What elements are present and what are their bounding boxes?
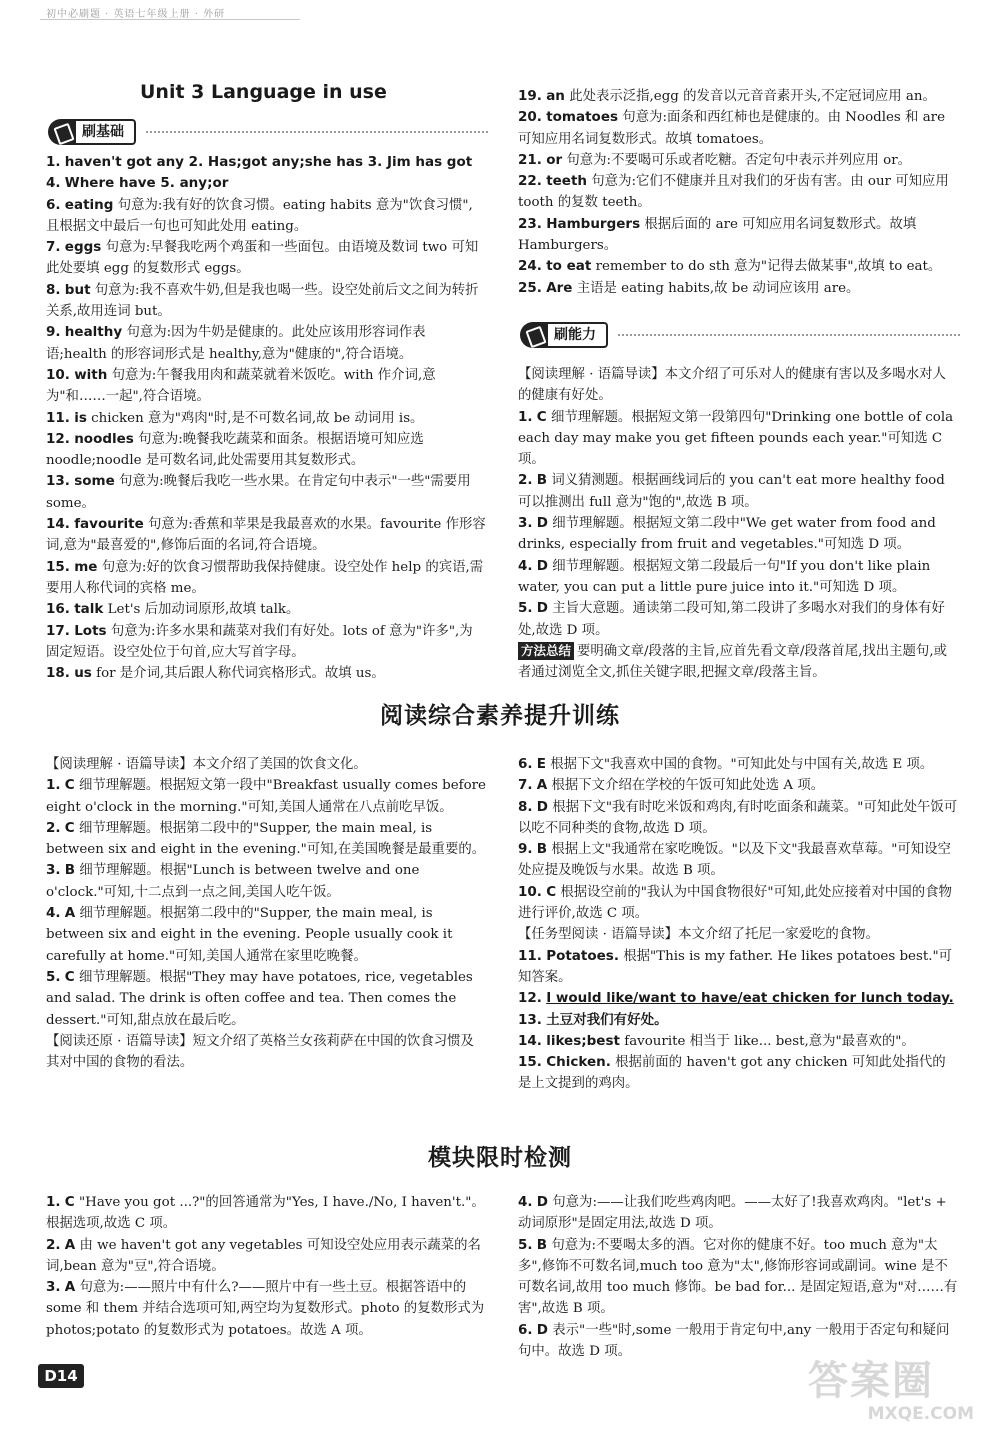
question-number: 8. xyxy=(46,281,61,298)
answer-item xyxy=(518,775,958,796)
answer-key: B xyxy=(536,472,548,489)
question-number: 4. xyxy=(46,175,61,192)
answer-key: D xyxy=(536,557,549,574)
question-number: 3. xyxy=(46,1279,61,1296)
method-tip-text: 要明确文章/段落的主旨,应首先看文章/段落首尾,找出主题句,或者通过浏览全文,抓住关键字眼,把握文章/段落主旨。 xyxy=(518,643,947,681)
explanation-text: 句意为:它们不健康并且对我们的牙齿有害。由 our 可知应用 tooth 的复数 teeth。 xyxy=(518,174,949,211)
question-number: 12. xyxy=(518,990,542,1007)
explanation-text: 词义猜测题。根据画线词后的 you can't eat more healthy food 可以推测出 full 意为"饱的",故选 B 项。 xyxy=(518,473,945,510)
answer-key: B xyxy=(536,841,548,858)
answer-item xyxy=(518,1010,958,1031)
question-number: 9. xyxy=(518,841,533,858)
reading-left xyxy=(46,754,486,1073)
explanation-text: 句意为:——照片中有什么?——照片中有一些土豆。根据答语中的 some 和 them 并结合选项可知,两空均为复数形式。photo 的复数形式为 photos;potato 的复数形式为 potatoes。故选 A 项。 xyxy=(46,1280,485,1338)
answer-key: B xyxy=(64,862,76,879)
answer-key: eating xyxy=(64,196,114,213)
question-number: 4. xyxy=(518,1194,533,1210)
answer-key: Lots xyxy=(74,622,107,639)
answer-item xyxy=(46,173,486,194)
answer-key: or xyxy=(546,151,563,168)
explanation-text: Let's 后加动词原形,故填 talk。 xyxy=(107,602,300,618)
answer-key: D xyxy=(536,1321,549,1338)
explanation-text: 句意为:面条和西红柿也是健康的。由 Noodles 和 are 可知应用名词复数形式。故填 tomatoes。 xyxy=(518,110,946,147)
answer-key: C xyxy=(64,777,75,794)
question-number: 8. xyxy=(518,798,533,815)
answer-key: 土豆对我们有好处。 xyxy=(546,1011,668,1028)
answer-item xyxy=(46,514,486,557)
question-number: 1. xyxy=(46,1194,61,1210)
question-number: 13. xyxy=(46,473,70,490)
answer-item xyxy=(518,513,958,556)
answer-item xyxy=(518,86,958,107)
question-number: 6. xyxy=(518,756,533,772)
explanation-text: 细节理解题。根据"They may have potatoes, rice, vegetables and salad. The drink is often coffee and tea. Then comes the dessert."可知,甜点放在最后吃。 xyxy=(46,969,473,1028)
badge-dotted-rule xyxy=(146,131,488,133)
pen-icon xyxy=(520,322,548,348)
answer-item xyxy=(46,1192,486,1235)
watermark-en: MXQE.COM xyxy=(867,1404,974,1424)
explanation-text: 句意为:我有好的饮食习惯。eating habits 意为"饮食习惯",且根据文中最后一句也可知此处用 eating。 xyxy=(46,197,473,234)
answer-key: some xyxy=(74,473,115,490)
question-number: 4. xyxy=(518,557,533,574)
explanation-text: 根据上文"我通常在家吃晚饭。"以及下文"我最喜欢草莓。"可知设空处应提及晚饭与水果。故选 B 项。 xyxy=(518,842,951,879)
question-number: 16. xyxy=(46,601,70,618)
answer-item xyxy=(46,408,486,429)
explanation-text: 主旨大意题。通读第二段可知,第二段讲了多喝水对我们的身体有好处,故选 D 项。 xyxy=(518,601,945,638)
answer-item xyxy=(46,903,486,967)
answer-item xyxy=(518,754,958,775)
question-number: 13. xyxy=(518,1011,542,1028)
answer-item xyxy=(518,556,958,599)
explanation-text: 根据前面的 haven't got any chicken 可知此处指代的是上文提到的鸡肉。 xyxy=(518,1055,946,1092)
answer-key: E xyxy=(536,756,547,772)
answer-key: B xyxy=(536,1236,548,1253)
watermark-logo xyxy=(808,1358,980,1430)
answer-item xyxy=(518,1031,958,1052)
answer-item xyxy=(46,818,486,861)
explanation-text: 表示"一些"时,some 一般用于肯定句中,any 一般用于否定句和疑问句中。故选 D 项。 xyxy=(518,1322,950,1360)
question-number: 7. xyxy=(46,239,61,256)
answer-item xyxy=(46,621,486,664)
answer-key: I would like/want to have/eat chicken for lunch today. xyxy=(546,990,954,1007)
question-number: 19. xyxy=(518,88,542,104)
explanation-text: 细节理解题。根据"Lunch is between twelve and one o'clock."可知,十二点到一点之间,美国人吃午饭。 xyxy=(46,863,420,900)
answer-key: to eat xyxy=(546,258,592,275)
ability-answers xyxy=(518,407,958,641)
answer-item xyxy=(46,152,486,173)
unit-title: Unit 3 Language in use xyxy=(140,81,387,103)
explanation-text: 根据下文"我有时吃米饭和鸡肉,有时吃面条和蔬菜。"可知此处午饭可以吃不同种类的食物,故选 D 项。 xyxy=(518,799,958,836)
answer-key: an xyxy=(546,88,565,104)
explanation-text: remember to do sth 意为"记得去做某事",故填 to eat。 xyxy=(595,259,942,275)
explanation-text: 主语是 eating habits,故 be 动词应该用 are。 xyxy=(576,280,860,296)
answer-item xyxy=(46,471,486,514)
answer-item xyxy=(518,150,958,171)
method-tip-label: 方法总结 xyxy=(518,642,574,660)
question-number: 10. xyxy=(518,883,542,900)
answer-item xyxy=(46,663,486,684)
answer-item xyxy=(518,797,958,840)
answer-key: A xyxy=(64,905,76,922)
question-number: 5. xyxy=(518,1236,533,1253)
method-tip xyxy=(518,641,958,684)
explanation-text: 句意为:香蕉和苹果是我最喜欢的水果。favourite 作形容词,意为"最喜爱的",修饰后面的名词,符合语境。 xyxy=(46,517,486,554)
section-title-module-test: 模块限时检测 xyxy=(428,1145,572,1171)
answer-item xyxy=(518,1235,958,1320)
header-rule xyxy=(40,19,300,20)
answer-item xyxy=(518,839,958,882)
explanation-text: 细节理解题。根据短文第一段中"Breakfast usually comes before eight o'clock in the morning."可知,美国人通常在八点前吃早饭。 xyxy=(46,778,486,815)
answer-item xyxy=(518,214,958,257)
question-number: 7. xyxy=(518,777,533,794)
badge-dotted-rule xyxy=(618,334,960,336)
explanation-text: 根据下文介绍在学校的午饭可知此处选 A 项。 xyxy=(551,778,825,794)
question-number: 10. xyxy=(46,366,70,383)
answer-item xyxy=(46,365,486,408)
question-number: 5. xyxy=(518,600,533,617)
explanation-text: 句意为:因为牛奶是健康的。此处应该用形容词作表语;health 的形容词形式是 healthy,意为"健康的",符合语境。 xyxy=(46,325,426,362)
answer-item xyxy=(518,171,958,214)
reading-answers-left xyxy=(46,775,486,1031)
answer-key: haven't got any 2. Has;got any;she has 3. Jim has got xyxy=(64,154,473,170)
question-number: 2. xyxy=(46,1236,61,1253)
answer-key: A xyxy=(536,777,548,794)
test-answers-left xyxy=(46,1192,486,1341)
explanation-text: 细节理解题。根据第二段中的"Supper, the main meal, is between six and eight in the evening."可知,在美国晚餐是最重要的。 xyxy=(46,820,486,858)
reading-right xyxy=(518,754,958,1095)
answer-key: C xyxy=(546,883,557,900)
page-number: D14 xyxy=(38,1364,84,1388)
answer-item xyxy=(518,1192,958,1235)
explanation-text: 句意为:早餐我吃两个鸡蛋和一些面包。由语境及数词 two 可知此处要填 egg 的复数形式 eggs。 xyxy=(46,240,479,277)
answer-key: eggs xyxy=(64,239,102,256)
explanation-text: 此处表示泛指,egg 的发音以元音音素开头,不定冠词应用 an。 xyxy=(569,89,936,104)
watermark-cn: 答案圈 xyxy=(808,1358,934,1404)
answer-key: C xyxy=(64,819,75,836)
question-number: 1. xyxy=(46,154,61,170)
answer-key: us xyxy=(74,665,92,682)
explanation-text: favourite 相当于 like... best,意为"最喜欢的"。 xyxy=(624,1033,915,1049)
question-number: 12. xyxy=(46,430,70,447)
explanation-text: chicken 意为"鸡肉"时,是不可数名词,故 be 动词用 is。 xyxy=(91,410,424,426)
answer-key: D xyxy=(536,515,549,532)
answer-key: D xyxy=(536,798,549,815)
answer-key: tomatoes xyxy=(546,109,619,126)
basic-badge-label: 刷基础 xyxy=(76,119,136,145)
question-number: 11. xyxy=(518,947,542,964)
question-number: 11. xyxy=(46,409,70,426)
test-answers-right xyxy=(518,1192,958,1362)
answer-item xyxy=(46,775,486,818)
answer-item xyxy=(518,470,958,513)
answer-key: Are xyxy=(546,279,573,296)
answer-key: Potatoes. xyxy=(546,947,619,964)
answer-item xyxy=(46,280,486,323)
question-number: 23. xyxy=(518,215,542,232)
answer-item xyxy=(518,946,958,989)
question-number: 4. xyxy=(46,905,61,922)
question-number: 1. xyxy=(518,408,533,425)
answer-item xyxy=(518,988,958,1009)
answer-key: is xyxy=(74,409,87,426)
answer-key: with xyxy=(74,366,108,383)
reading-intro-2: 【阅读还原 · 语篇导读】短文介绍了英格兰女孩莉萨在中国的饮食习惯及其对中国的食物的看法。 xyxy=(46,1033,474,1071)
answer-item xyxy=(46,429,486,472)
answer-item xyxy=(518,278,958,299)
explanation-text: for 是介词,其后跟人称代词宾格形式。故填 us。 xyxy=(96,666,385,682)
answer-item xyxy=(518,1052,958,1095)
question-number: 3. xyxy=(46,862,61,879)
answer-key: likes;best xyxy=(546,1032,620,1049)
explanation-text: 细节理解题。根据短文第二段中"We get water from food and drinks, especially from fruit and vegetables."可知选 D 项。 xyxy=(518,516,936,553)
pen-icon xyxy=(48,119,76,145)
basic-answers-right xyxy=(518,86,958,299)
explanation-text: 细节理解题。根据短文第二段最后一句"If you don't like plain water, you can put a little pure juice into it."可知选 D 项。 xyxy=(518,558,931,595)
explanation-text: 句意为:许多水果和蔬菜对我们有好处。lots of 意为"许多",为固定短语。设空处位于句首,应大写首字母。 xyxy=(46,623,473,660)
answer-key: A xyxy=(64,1236,76,1253)
ability-intro: 【阅读理解 · 语篇导读】本文介绍了可乐对人的健康有害以及多喝水对人的健康有好处。 xyxy=(518,367,946,404)
explanation-text: 句意为:晚餐我吃蔬菜和面条。根据语境可知应选 noodle;noodle 是可数名词,此处需要用其复数形式。 xyxy=(46,431,424,469)
explanation-text: "Have you got ...?"的回答通常为"Yes, I have./No, I haven't."。根据选项,故选 C 项。 xyxy=(46,1195,485,1232)
answer-key: D xyxy=(536,600,549,617)
question-number: 6. xyxy=(518,1321,533,1338)
basic-answers-left xyxy=(46,152,486,684)
answer-item xyxy=(46,599,486,620)
question-number: 3. xyxy=(518,515,533,532)
answer-key: noodles xyxy=(74,430,134,447)
question-number: 2. xyxy=(518,472,533,489)
explanation-text: 句意为:不要喝太多的酒。它对你的健康不好。too much 意为"太多",修饰不可数名词,much too 意为"太",修饰形容词或副词。wine 是不可数名词,故用 too much 修饰。be bad for... 是固定短语,意为"对……有害",故选 B 项。 xyxy=(518,1237,958,1317)
question-number: 1. xyxy=(46,777,61,794)
answer-key: C xyxy=(64,968,75,985)
answer-key: but xyxy=(64,281,91,298)
question-number: 17. xyxy=(46,622,70,639)
reading-answers-right xyxy=(518,754,958,924)
answer-item xyxy=(46,1277,486,1341)
answer-item xyxy=(46,322,486,365)
question-number: 18. xyxy=(46,665,70,682)
question-number: 15. xyxy=(46,558,70,575)
answer-key: favourite xyxy=(74,516,144,533)
explanation-text: 句意为:不要喝可乐或者吃糖。否定句中表示并列应用 or。 xyxy=(566,152,911,168)
question-number: 6. xyxy=(46,196,61,213)
answer-item xyxy=(518,256,958,277)
explanation-text: 句意为:好的饮食习惯帮助我保持健康。设空处作 help 的宾语,需要用人称代词的宾格 me。 xyxy=(46,559,484,596)
answer-key: Hamburgers xyxy=(546,215,641,232)
ability-badge xyxy=(520,322,960,348)
explanation-text: 句意为:——让我们吃些鸡肉吧。——太好了!我喜欢鸡肉。"let's + 动词原形"是固定用法,故选 D 项。 xyxy=(518,1195,947,1232)
answer-item xyxy=(46,1235,486,1278)
explanation-text: 细节理解题。根据短文第一段第四句"Drinking one bottle of cola each day may make you get fifteen pounds each year."可知选 C 项。 xyxy=(518,409,954,468)
answer-key: talk xyxy=(74,601,104,618)
question-number: 20. xyxy=(518,109,542,126)
answer-item xyxy=(46,967,486,1031)
explanation-text: 由 we haven't got any vegetables 可知设空处应用表示蔬菜的名词,bean 意为"豆",符合语境。 xyxy=(46,1237,481,1274)
answer-key: teeth xyxy=(546,173,588,190)
question-number: 15. xyxy=(518,1054,542,1071)
explanation-text: 根据设空前的"我认为中国食物很好"可知,此处应接着对中国的食物进行评价,故选 C 项。 xyxy=(518,884,952,922)
answer-key: me xyxy=(74,558,98,575)
reading-intro: 【阅读理解 · 语篇导读】本文介绍了美国的饮食文化。 xyxy=(46,757,367,772)
task-reading-intro: 【任务型阅读 · 语篇导读】本文介绍了托尼一家爱吃的食物。 xyxy=(518,927,879,943)
question-number: 9. xyxy=(46,324,61,341)
task-reading-answers xyxy=(518,946,958,1095)
question-number: 24. xyxy=(518,258,542,275)
question-number: 25. xyxy=(518,279,542,296)
question-number: 5. xyxy=(46,968,61,985)
answer-item xyxy=(518,1320,958,1363)
answer-key: healthy xyxy=(64,324,123,341)
answer-item xyxy=(518,107,958,150)
ability-section xyxy=(518,364,958,683)
question-number: 14. xyxy=(518,1032,542,1049)
question-number: 14. xyxy=(46,516,70,533)
answer-item xyxy=(46,860,486,903)
basic-badge xyxy=(48,119,488,145)
answer-item xyxy=(518,407,958,471)
explanation-text: 句意为:晚餐后我吃一些水果。在肯定句中表示"一些"需要用 some。 xyxy=(46,474,471,511)
answer-key: A xyxy=(64,1279,76,1296)
running-header: 初中必刷题 · 英语七年级上册 · 外研 xyxy=(46,9,226,20)
explanation-text: 根据"This is my father. He likes potatoes best."可知答案。 xyxy=(518,948,953,985)
explanation-text: 细节理解题。根据第二段中的"Supper, the main meal, is between six and eight in the evening. People usually cook it carefully at home."可知,美国人通常在家里吃晚餐。 xyxy=(46,906,453,964)
section-title-reading: 阅读综合素养提升训练 xyxy=(380,703,620,729)
question-number: 22. xyxy=(518,173,542,190)
answer-item xyxy=(518,882,958,925)
answer-key: C xyxy=(64,1194,75,1210)
answer-key: Where have 5. any;or xyxy=(64,175,229,192)
answer-item xyxy=(46,195,486,238)
answer-item xyxy=(46,237,486,280)
explanation-text: 根据后面的 are 可知应用名词复数形式。故填 Hamburgers。 xyxy=(518,216,917,254)
answer-item xyxy=(46,557,486,600)
answer-key: C xyxy=(536,408,547,425)
ability-badge-label: 刷能力 xyxy=(548,322,608,348)
answer-key: D xyxy=(536,1194,549,1210)
answer-key: Chicken. xyxy=(546,1054,611,1071)
explanation-text: 句意为:午餐我用肉和蔬菜就着米饭吃。with 作介词,意为"和……一起",符合语境。 xyxy=(46,367,436,405)
question-number: 21. xyxy=(518,151,542,168)
answer-item xyxy=(518,598,958,641)
explanation-text: 根据下文"我喜欢中国的食物。"可知此处与中国有关,故选 E 项。 xyxy=(550,757,934,772)
question-number: 2. xyxy=(46,819,61,836)
explanation-text: 句意为:我不喜欢牛奶,但是我也喝一些。设空处前后文之间为转折关系,故用连词 but。 xyxy=(46,282,479,320)
